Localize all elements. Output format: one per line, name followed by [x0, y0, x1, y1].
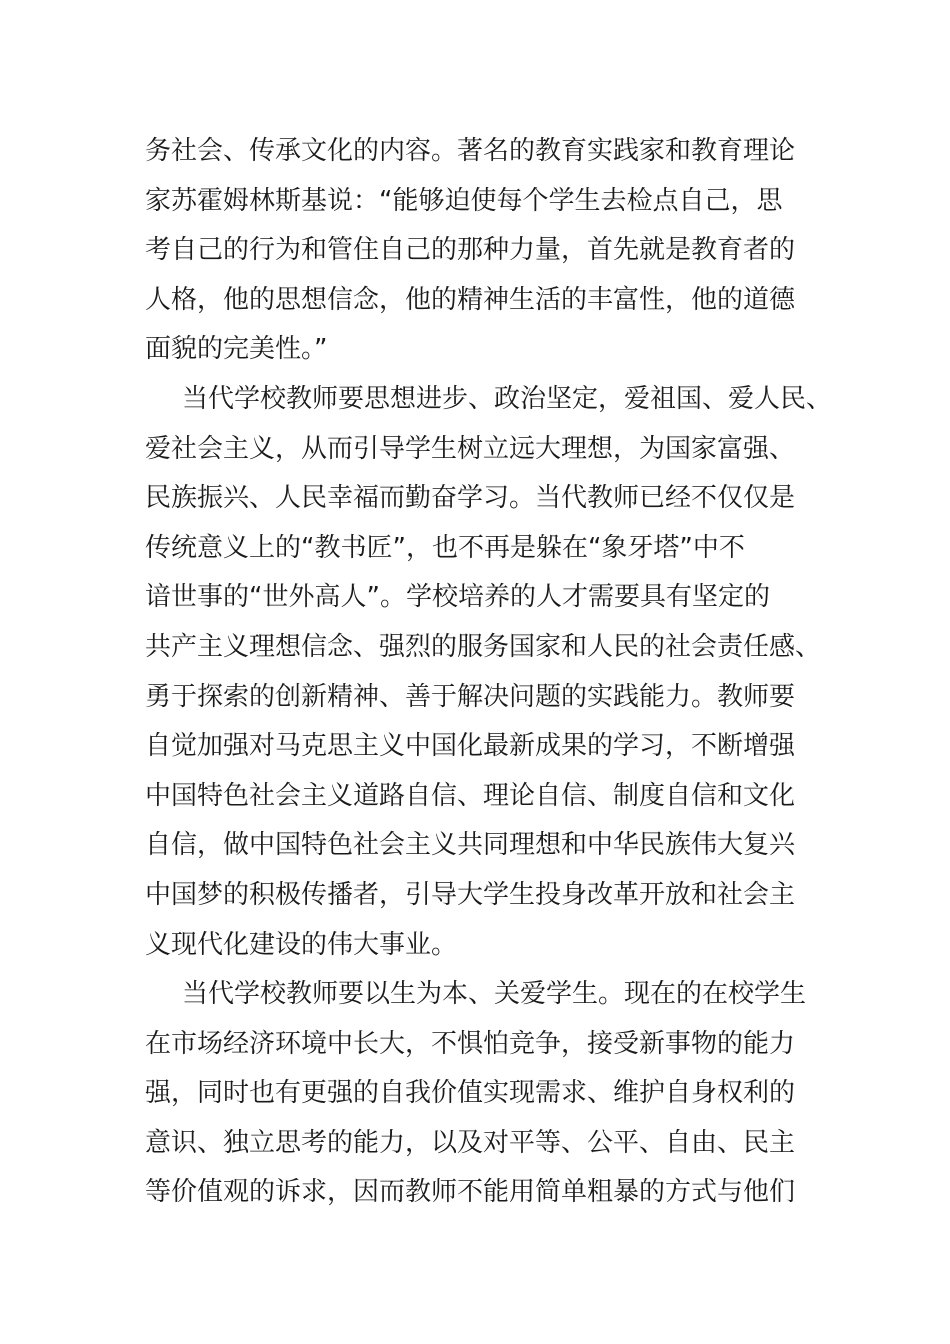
text-line: 勇于探索的创新精神、善于解决问题的实践能力。教师要: [145, 681, 796, 712]
text-line: 家苏霍姆林斯基说：“能够迫使每个学生去检点自己，思: [145, 185, 783, 216]
text-line: 考自己的行为和管住自己的那种力量，首先就是教育者的: [145, 235, 796, 266]
text-line: 务社会、传承文化的内容。著名的教育实践家和教育理论: [145, 136, 796, 166]
text-line: 自信，做中国特色社会主义共同理想和中华民族伟大复兴: [145, 830, 796, 861]
paragraph-1: [145, 127, 825, 375]
text-line: 自觉加强对马克思主义中国化最新成果的学习，不断增强: [145, 731, 796, 762]
text-line: 传统意义上的“教书匠”，也不再是躲在“象牙塔”中不: [145, 532, 745, 563]
text-line: 强，同时也有更强的自我价值实现需求、维护自身权利的: [145, 1078, 796, 1109]
document-body: [145, 127, 833, 1218]
paragraph-3: [145, 970, 825, 1218]
text-line: 中国梦的积极传播者，引导大学生投身改革开放和社会主: [145, 879, 796, 910]
text-line: 中国特色社会主义道路自信、理论自信、制度自信和文化: [145, 780, 796, 811]
text-line: 在市场经济环境中长大，不惧怕竞争，接受新事物的能力: [145, 1028, 796, 1059]
text-line: 意识、独立思考的能力，以及对平等、公平、自由、民主: [145, 1127, 796, 1158]
text-line: 当代学校教师要以生为本、关爱学生。现在的在校学生: [182, 979, 807, 1010]
text-line: 义现代化建设的伟大事业。: [145, 929, 458, 960]
text-line: 当代学校教师要思想进步、政治坚定，爱祖国、爱人民、: [182, 383, 833, 414]
paragraph-2: [145, 375, 833, 970]
text-line: 民族振兴、人民幸福而勤奋学习。当代教师已经不仅仅是: [145, 483, 796, 514]
text-line: 人格，他的思想信念，他的精神生活的丰富性，他的道德: [145, 284, 796, 315]
text-line: 面貌的完美性。”: [145, 334, 328, 365]
text-line: 爱社会主义，从而引导学生树立远大理想，为国家富强、: [145, 433, 796, 464]
text-line: 谙世事的“世外高人”。学校培养的人才需要具有坚定的: [145, 582, 770, 613]
text-line: 共产主义理想信念、强烈的服务国家和人民的社会责任感、: [145, 631, 822, 662]
text-line: 等价值观的诉求，因而教师不能用简单粗暴的方式与他们: [145, 1177, 796, 1208]
